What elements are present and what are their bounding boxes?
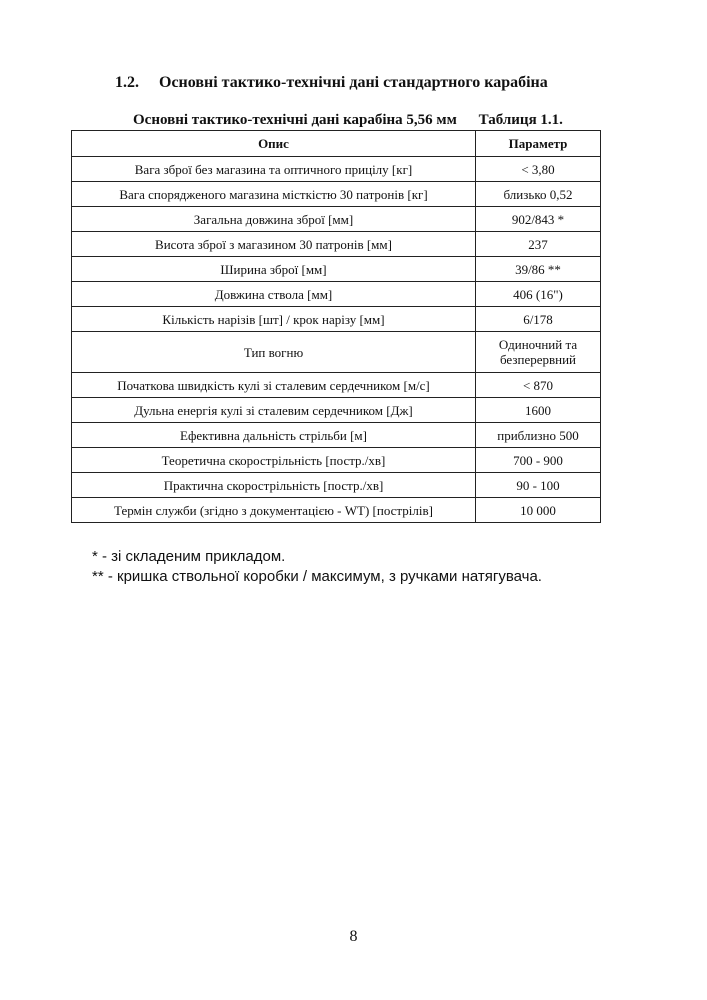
description-cell: Ширина зброї [мм] <box>72 257 476 282</box>
description-cell: Початкова швидкість кулі зі сталевим сердечником [м/с] <box>72 373 476 398</box>
section-heading <box>115 74 548 92</box>
parameter-cell: 1600 <box>476 398 601 423</box>
table-row <box>72 373 601 398</box>
description-cell: Ефективна дальність стрільби [м] <box>72 423 476 448</box>
parameter-cell: близько 0,52 <box>476 182 601 207</box>
parameter-cell: 700 - 900 <box>476 448 601 473</box>
table-row <box>72 182 601 207</box>
parameter-cell: 902/843 * <box>476 207 601 232</box>
description-cell: Термін служби (згідно з документацією - WT) [пострілів] <box>72 498 476 523</box>
section-title: Основні тактико-технічні дані стандартного карабіна <box>159 74 548 91</box>
description-cell: Висота зброї з магазином 30 патронів [мм] <box>72 232 476 257</box>
parameter-cell: 39/86 ** <box>476 257 601 282</box>
section-number: 1.2. <box>115 74 139 91</box>
column-header-description: Опис <box>72 131 476 157</box>
table-body <box>72 157 601 523</box>
parameter-cell: 237 <box>476 232 601 257</box>
table-row <box>72 232 601 257</box>
parameter-cell: < 870 <box>476 373 601 398</box>
footnote: ** - кришка ствольної коробки / максимум, з ручками натягувача. <box>92 568 542 585</box>
description-cell: Практична скорострільність [постр./хв] <box>72 473 476 498</box>
footnote: * - зі складеним прикладом. <box>92 548 286 565</box>
parameter-cell: 6/178 <box>476 307 601 332</box>
table-row <box>72 332 601 373</box>
description-cell: Довжина ствола [мм] <box>72 282 476 307</box>
table-caption-text: Основні тактико-технічні дані карабіна 5,56 мм <box>133 112 457 128</box>
table-row <box>72 157 601 182</box>
table-row <box>72 257 601 282</box>
table-row <box>72 207 601 232</box>
parameter-cell: Одиночний та безперервний <box>476 332 601 373</box>
column-header-parameter: Параметр <box>476 131 601 157</box>
description-cell: Загальна довжина зброї [мм] <box>72 207 476 232</box>
table-row <box>72 398 601 423</box>
parameter-cell: 406 (16") <box>476 282 601 307</box>
description-cell: Дульна енергія кулі зі сталевим сердечником [Дж] <box>72 398 476 423</box>
parameter-cell: приблизно 500 <box>476 423 601 448</box>
specifications-table <box>71 130 601 523</box>
description-cell: Теоретична скорострільність [постр./хв] <box>72 448 476 473</box>
table-row <box>72 448 601 473</box>
table-row <box>72 473 601 498</box>
parameter-cell: 90 - 100 <box>476 473 601 498</box>
table-row <box>72 282 601 307</box>
description-cell: Вага спорядженого магазина місткістю 30 патронів [кг] <box>72 182 476 207</box>
page-number: 8 <box>349 928 358 945</box>
footnotes <box>92 547 542 587</box>
table-row <box>72 423 601 448</box>
table-caption <box>133 112 563 129</box>
table-label: Таблиця 1.1. <box>478 112 563 128</box>
table-header-row <box>72 131 601 157</box>
description-cell: Вага зброї без магазина та оптичного прицілу [кг] <box>72 157 476 182</box>
description-cell: Тип вогню <box>72 332 476 373</box>
description-cell: Кількість нарізів [шт] / крок нарізу [мм] <box>72 307 476 332</box>
parameter-cell: 10 000 <box>476 498 601 523</box>
table-row <box>72 307 601 332</box>
parameter-cell: < 3,80 <box>476 157 601 182</box>
table-row <box>72 498 601 523</box>
